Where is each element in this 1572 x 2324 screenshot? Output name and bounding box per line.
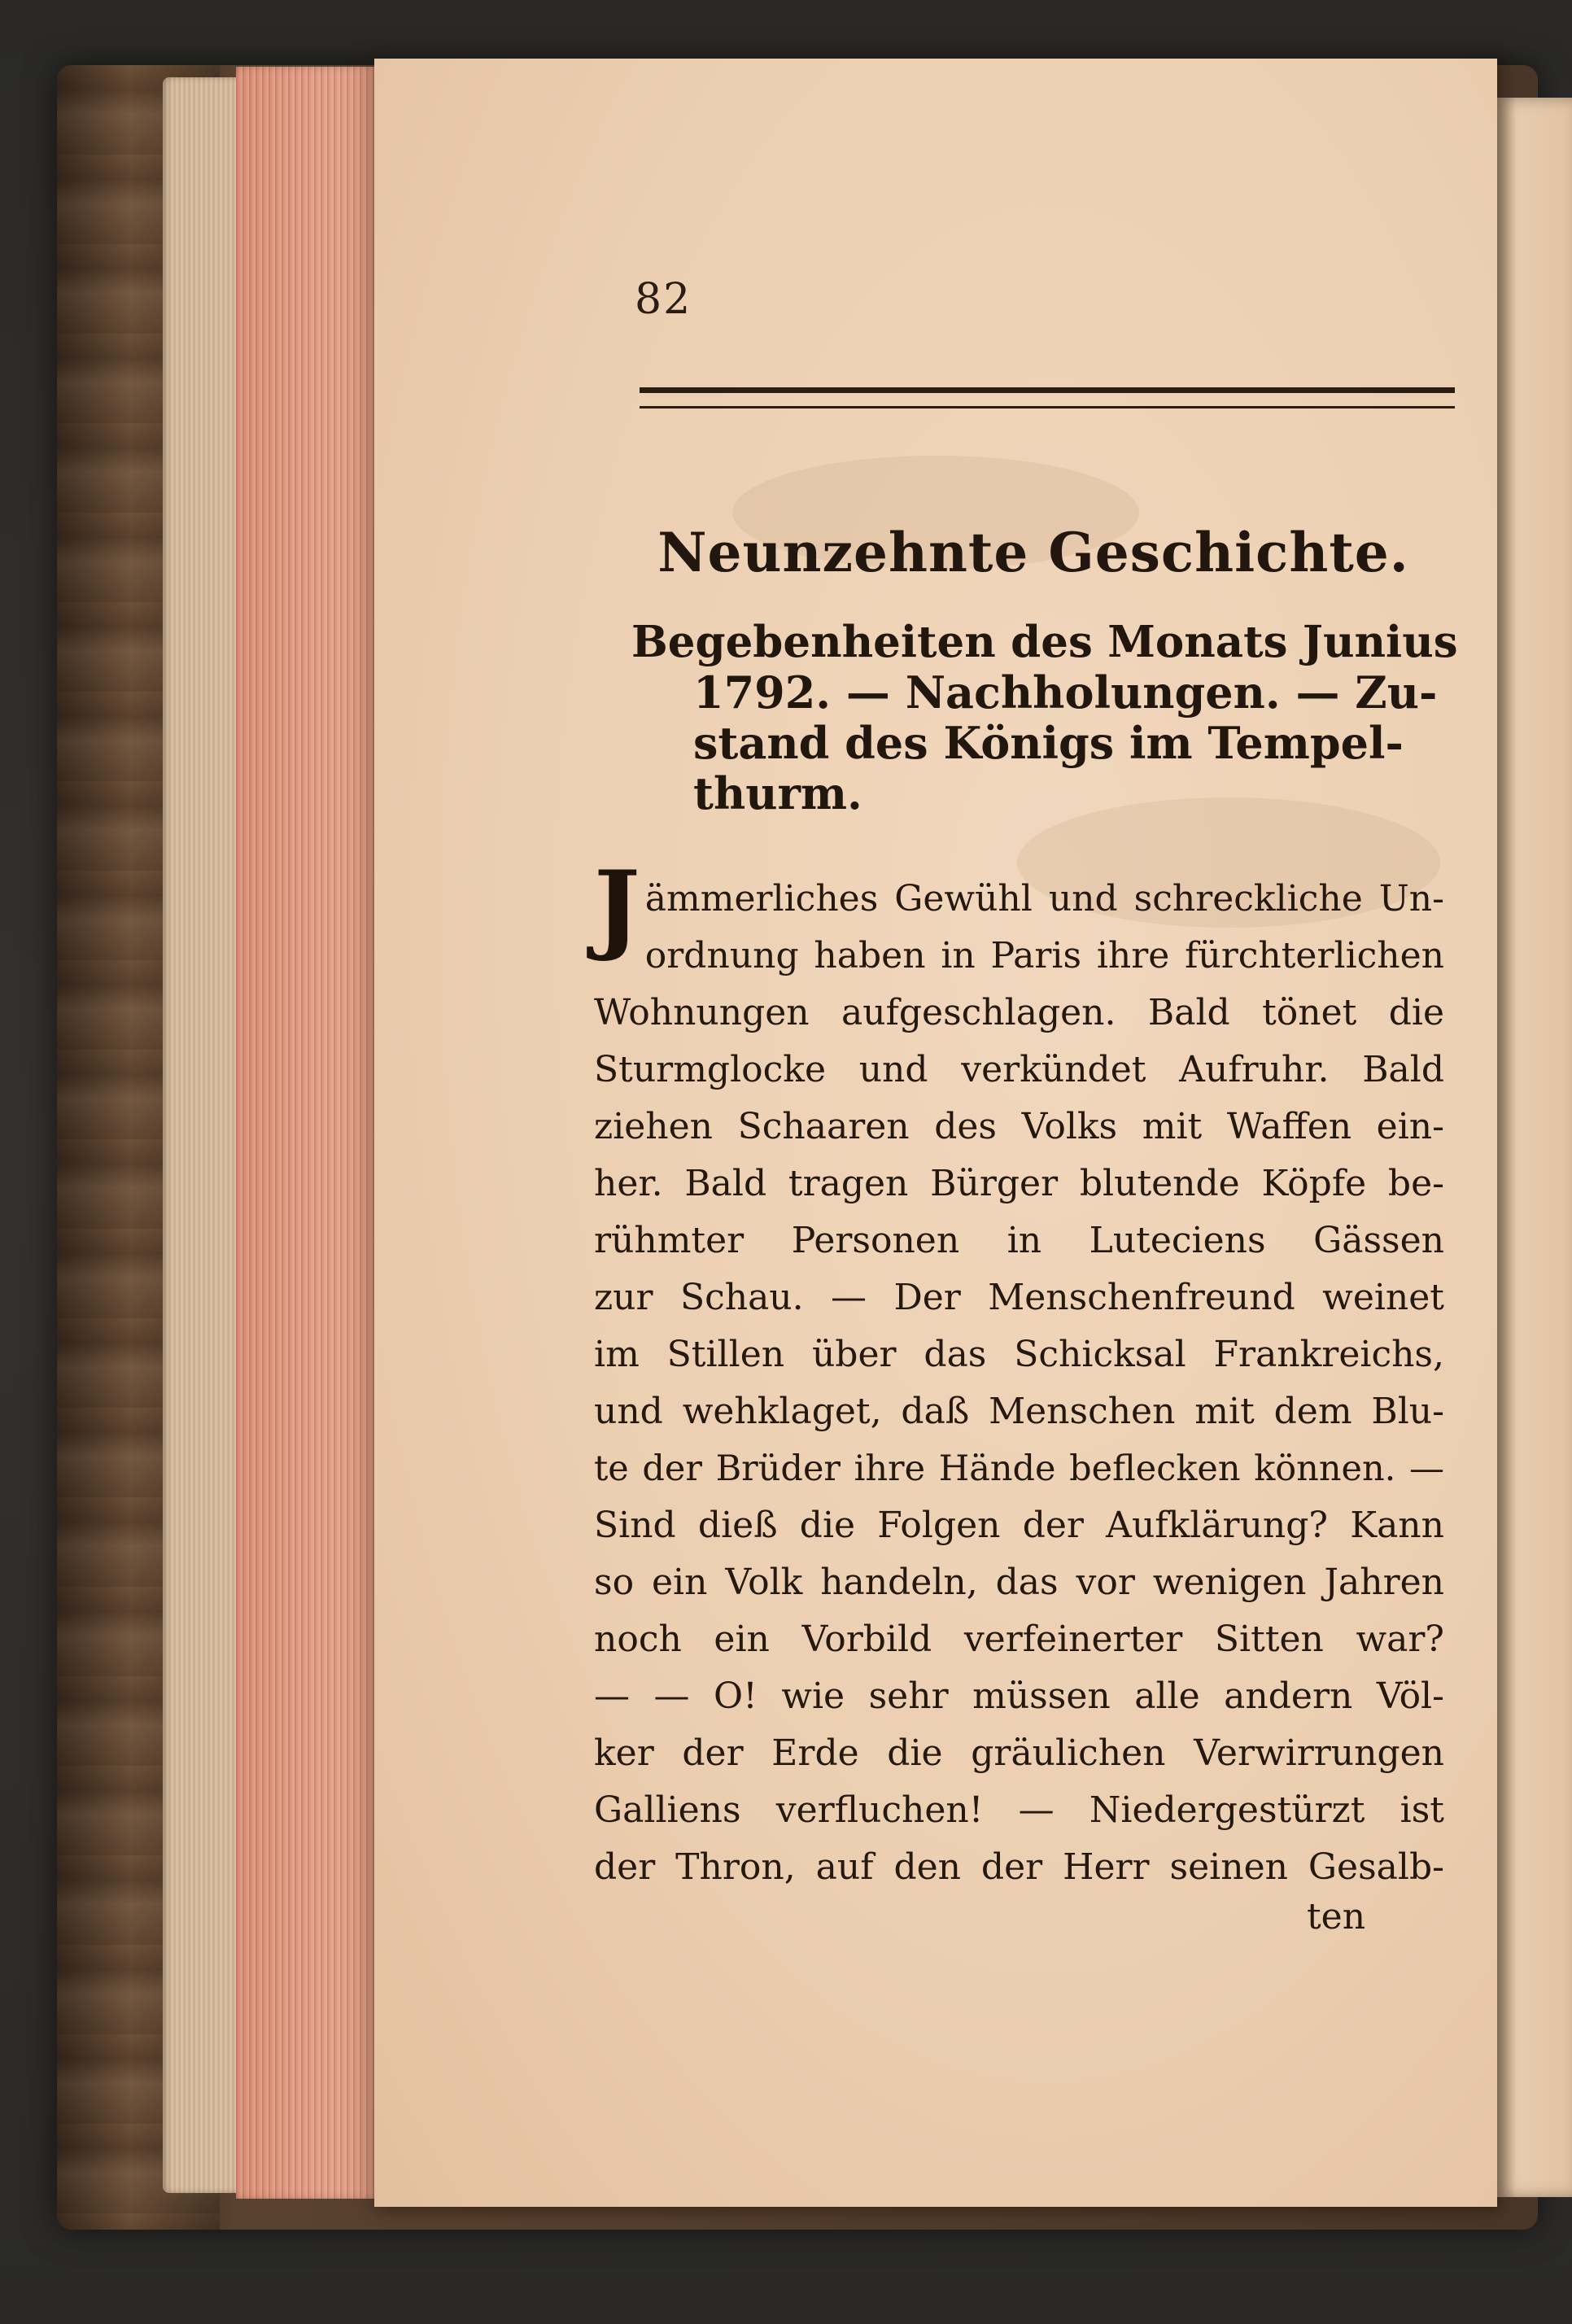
body-line: ordnung haben in Paris ihre fürchterlichen <box>644 935 1444 976</box>
body-line: Sind dieß die Folgen der Aufklärung? Kann <box>594 1505 1444 1546</box>
body-line: zur Schau. — Der Menschenfreund weinet <box>594 1277 1444 1318</box>
page-number: 82 <box>635 275 692 324</box>
body-line: so ein Volk handeln, das vor wenigen Jahren <box>594 1562 1444 1603</box>
body-line: ker der Erde die gräulichen Verwirrungen <box>594 1732 1444 1774</box>
summary-line: Begebenheiten des Monats Junius <box>631 617 1458 667</box>
body-line: her. Bald tragen Bürger blutende Köpfe be- <box>594 1163 1444 1204</box>
facing-page-edge <box>1497 98 1572 2197</box>
body-line: und wehklaget, daß Menschen mit dem Blu- <box>594 1391 1444 1432</box>
chapter-title: Neunzehnte Geschichte. <box>657 521 1409 584</box>
body-line: ämmerliches Gewühl und schreckliche Un- <box>644 878 1444 920</box>
body-line: im Stillen über das Schicksal Frankreichs, <box>594 1334 1444 1375</box>
body-line: Wohnungen aufgeschlagen. Bald tönet die <box>594 992 1444 1033</box>
body-line: rühmter Personen in Luteciens Gässen <box>594 1220 1444 1261</box>
body-line: — — O! wie sehr müssen alle andern Völ- <box>594 1675 1444 1717</box>
catchword: ten <box>1307 1896 1366 1937</box>
body-line: Sturmglocke und verkündet Aufruhr. Bald <box>594 1049 1444 1090</box>
summary-line: stand des Königs im Tempel- <box>693 717 1404 769</box>
chapter-summary <box>631 617 1461 819</box>
body-text <box>594 850 1444 1896</box>
summary-line: 1792. — Nachholungen. — Zu- <box>693 666 1438 719</box>
body-line: noch ein Vorbild verfeinerter Sitten war? <box>594 1618 1444 1660</box>
summary-line: thurm. <box>693 767 862 819</box>
header-rule <box>640 387 1455 408</box>
body-line: der Thron, auf den der Herr seinen Gesalb- <box>594 1846 1444 1888</box>
body-line: ziehen Schaaren des Volks mit Waffen ein- <box>594 1106 1444 1147</box>
body-line: Galliens verfluchen! — Niedergestürzt ist <box>594 1789 1444 1831</box>
drop-cap: J <box>594 850 640 964</box>
body-line: te der Brüder ihre Hände beflecken können. — <box>594 1448 1444 1489</box>
